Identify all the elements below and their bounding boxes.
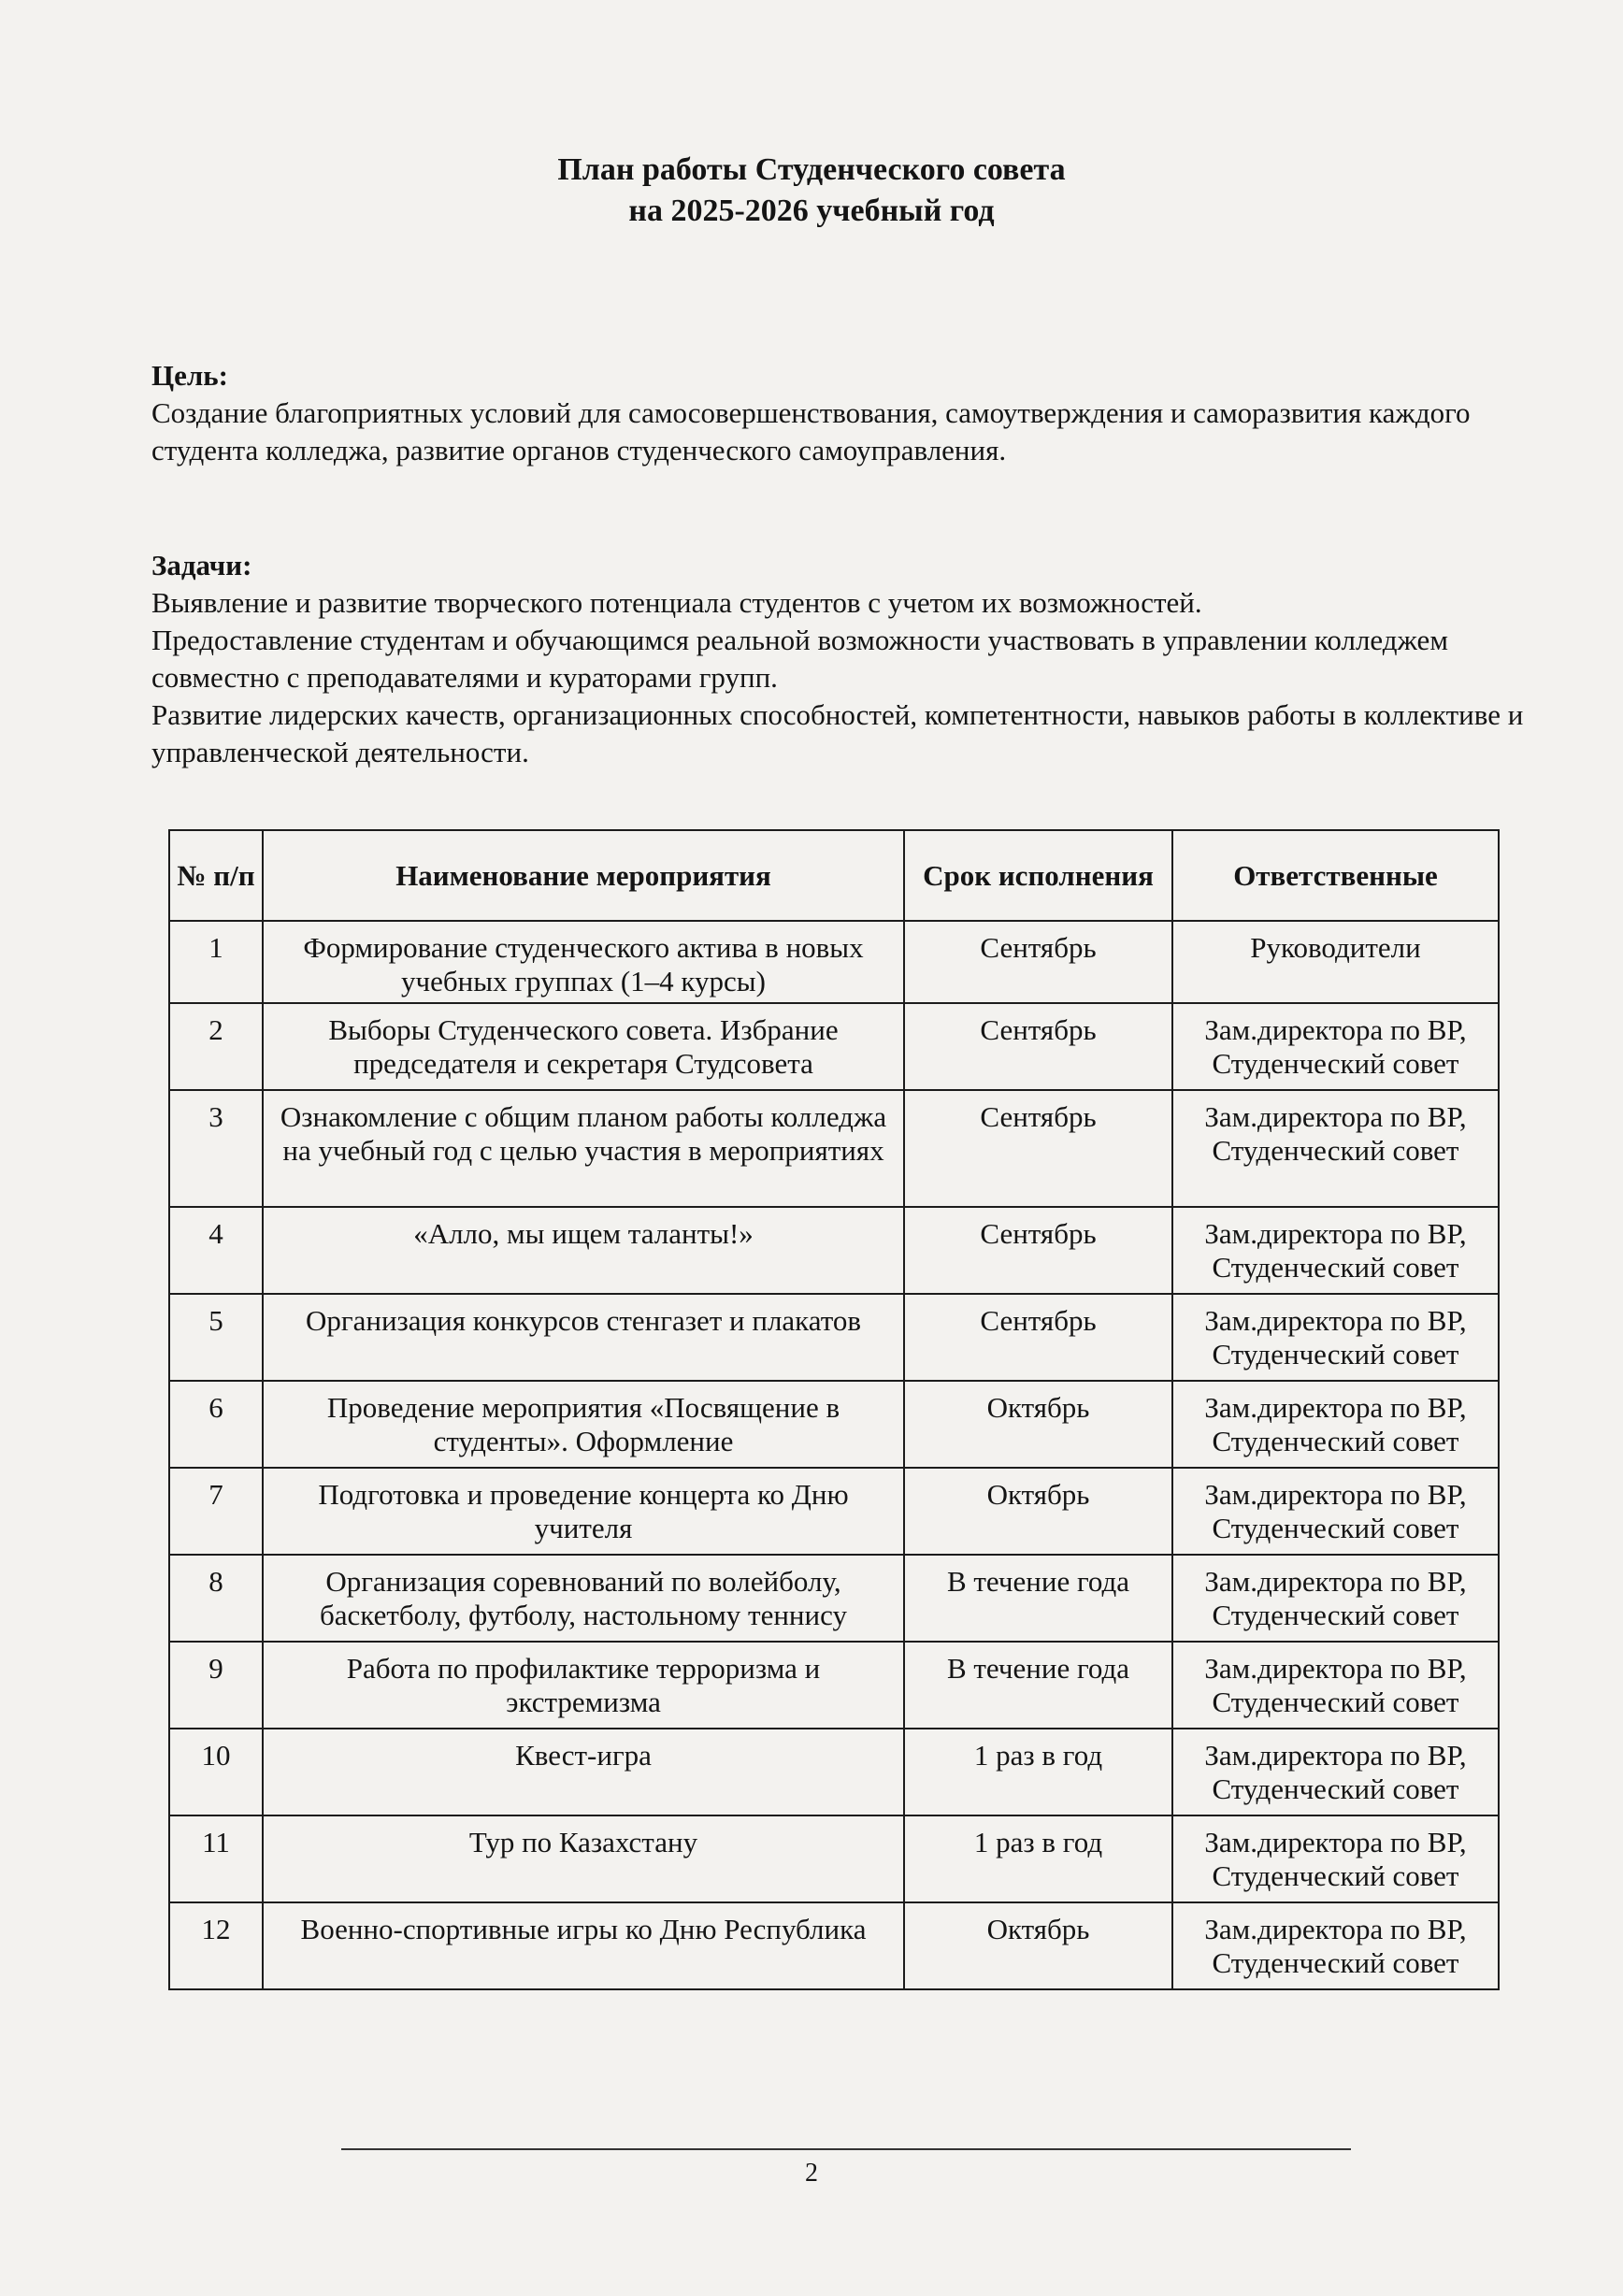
tasks-heading: Задачи: bbox=[151, 549, 252, 581]
cell-responsible: Зам.директора по ВР, Студенческий совет bbox=[1172, 1642, 1499, 1729]
cell-deadline: 1 раз в год bbox=[904, 1729, 1172, 1815]
table-row bbox=[169, 1815, 1499, 1902]
cell-name: «Алло, мы ищем таланты!» bbox=[263, 1207, 904, 1294]
cell-responsible: Зам.директора по ВР, Студенческий совет bbox=[1172, 1381, 1499, 1468]
table-row bbox=[169, 1902, 1499, 1989]
table-row bbox=[169, 1555, 1499, 1642]
cell-deadline: В течение года bbox=[904, 1642, 1172, 1729]
table-row bbox=[169, 921, 1499, 1003]
title-line-1: План работы Студенческого совета bbox=[557, 152, 1066, 187]
cell-deadline: В течение года bbox=[904, 1555, 1172, 1642]
cell-deadline: Сентябрь bbox=[904, 921, 1172, 1003]
cell-deadline: Октябрь bbox=[904, 1468, 1172, 1555]
cell-num: 2 bbox=[169, 1003, 263, 1090]
cell-deadline: Сентябрь bbox=[904, 1294, 1172, 1381]
task-item: Предоставление студентам и обучающимся реальной возможности участвовать в управлении колледжем совместно с преподавателями и кураторами групп. bbox=[151, 624, 1448, 694]
tasks-section bbox=[151, 547, 1526, 771]
task-item: Развитие лидерских качеств, организационных способностей, компетентности, навыков работы в коллективе и управленческой деятельности. bbox=[151, 698, 1524, 768]
cell-num: 9 bbox=[169, 1642, 263, 1729]
cell-responsible: Зам.директора по ВР, Студенческий совет bbox=[1172, 1003, 1499, 1090]
header-responsible: Ответственные bbox=[1172, 830, 1499, 921]
cell-deadline: Сентябрь bbox=[904, 1003, 1172, 1090]
cell-name: Организация конкурсов стенгазет и плакатов bbox=[263, 1294, 904, 1381]
cell-name: Подготовка и проведение концерта ко Дню учителя bbox=[263, 1468, 904, 1555]
task-item: Выявление и развитие творческого потенциала студентов с учетом их возможностей. bbox=[151, 586, 1202, 619]
table-row bbox=[169, 1003, 1499, 1090]
document-title bbox=[0, 150, 1623, 232]
table-row bbox=[169, 1642, 1499, 1729]
cell-deadline: Октябрь bbox=[904, 1381, 1172, 1468]
cell-responsible: Руководители bbox=[1172, 921, 1499, 1003]
table-row bbox=[169, 1090, 1499, 1207]
goal-heading: Цель: bbox=[151, 359, 228, 392]
table-row bbox=[169, 1294, 1499, 1381]
header-num: № п/п bbox=[169, 830, 263, 921]
cell-name: Тур по Казахстану bbox=[263, 1815, 904, 1902]
cell-deadline: 1 раз в год bbox=[904, 1815, 1172, 1902]
cell-deadline: Сентябрь bbox=[904, 1090, 1172, 1207]
goal-section bbox=[151, 357, 1526, 469]
cell-num: 5 bbox=[169, 1294, 263, 1381]
cell-name: Проведение мероприятия «Посвящение в студенты». Оформление bbox=[263, 1381, 904, 1468]
table-row bbox=[169, 1729, 1499, 1815]
cell-num: 4 bbox=[169, 1207, 263, 1294]
page-number: 2 bbox=[805, 2159, 818, 2188]
cell-num: 10 bbox=[169, 1729, 263, 1815]
cell-deadline: Октябрь bbox=[904, 1902, 1172, 1989]
cell-num: 3 bbox=[169, 1090, 263, 1207]
table-row bbox=[169, 1381, 1499, 1468]
cell-num: 12 bbox=[169, 1902, 263, 1989]
cell-num: 7 bbox=[169, 1468, 263, 1555]
cell-responsible: Зам.директора по ВР, Студенческий совет bbox=[1172, 1815, 1499, 1902]
header-deadline: Срок исполнения bbox=[904, 830, 1172, 921]
cell-responsible: Зам.директора по ВР, Студенческий совет bbox=[1172, 1468, 1499, 1555]
cell-name: Организация соревнований по волейболу, баскетболу, футболу, настольному теннису bbox=[263, 1555, 904, 1642]
cell-num: 1 bbox=[169, 921, 263, 1003]
footer-divider bbox=[341, 2148, 1351, 2150]
cell-name: Формирование студенческого актива в новых учебных группах (1–4 курсы) bbox=[263, 921, 904, 1003]
table-row bbox=[169, 1468, 1499, 1555]
cell-num: 11 bbox=[169, 1815, 263, 1902]
header-name: Наименование мероприятия bbox=[263, 830, 904, 921]
cell-name: Квест-игра bbox=[263, 1729, 904, 1815]
cell-responsible: Зам.директора по ВР, Студенческий совет bbox=[1172, 1090, 1499, 1207]
cell-name: Военно-спортивные игры ко Дню Республика bbox=[263, 1902, 904, 1989]
cell-responsible: Зам.директора по ВР, Студенческий совет bbox=[1172, 1294, 1499, 1381]
table-row bbox=[169, 1207, 1499, 1294]
cell-name: Выборы Студенческого совета. Избрание председателя и секретаря Студсовета bbox=[263, 1003, 904, 1090]
cell-responsible: Зам.директора по ВР, Студенческий совет bbox=[1172, 1729, 1499, 1815]
cell-deadline: Сентябрь bbox=[904, 1207, 1172, 1294]
table-header-row bbox=[169, 830, 1499, 921]
cell-num: 6 bbox=[169, 1381, 263, 1468]
title-line-2: на 2025-2026 учебный год bbox=[628, 194, 995, 228]
cell-name: Ознакомление с общим планом работы колледжа на учебный год с целью участия в мероприятиях bbox=[263, 1090, 904, 1207]
goal-text: Создание благоприятных условий для самосовершенствования, самоутверждения и саморазвития каждого студента колледжа, развитие органов студенческого самоуправления. bbox=[151, 396, 1471, 466]
cell-name: Работа по профилактике терроризма и экстремизма bbox=[263, 1642, 904, 1729]
cell-responsible: Зам.директора по ВР, Студенческий совет bbox=[1172, 1555, 1499, 1642]
cell-num: 8 bbox=[169, 1555, 263, 1642]
plan-table bbox=[168, 829, 1500, 1990]
cell-responsible: Зам.директора по ВР, Студенческий совет bbox=[1172, 1207, 1499, 1294]
cell-responsible: Зам.директора по ВР, Студенческий совет bbox=[1172, 1902, 1499, 1989]
